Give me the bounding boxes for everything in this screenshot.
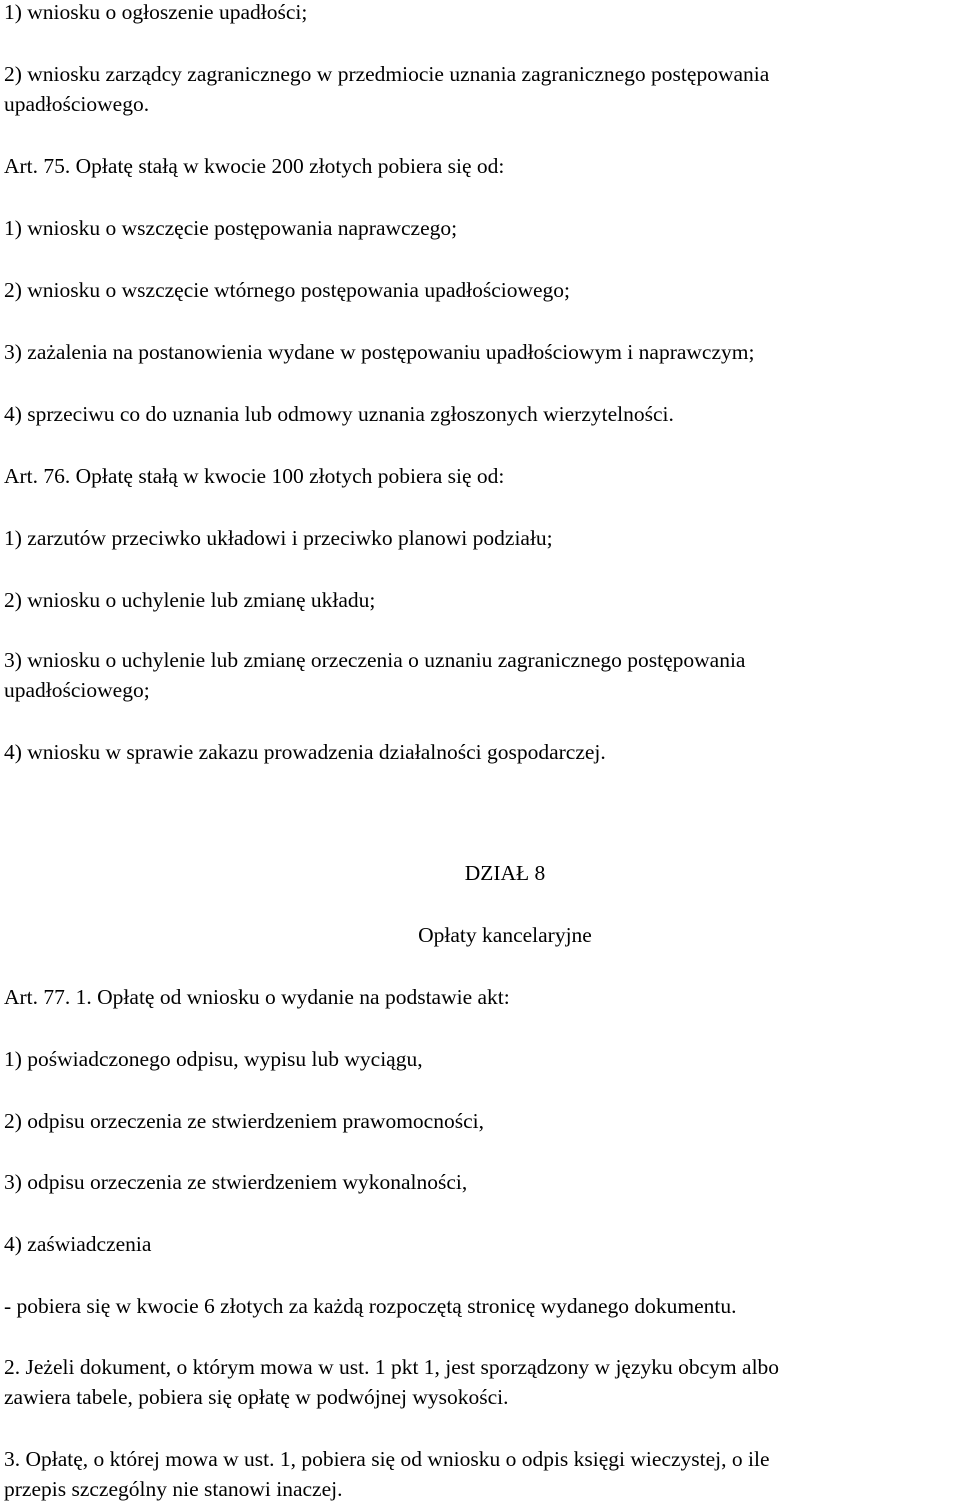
section-title: DZIAŁ 8 xyxy=(464,861,546,885)
text-line: 4) zaświadczenia xyxy=(4,1232,152,1256)
text-line: 1) wniosku o ogłoszenie upadłości; xyxy=(4,0,308,24)
text-line: 3) wniosku o uchylenie lub zmianę orzeczenia o uznaniu zagranicznego postępowania xyxy=(4,648,746,672)
article-77-heading: Art. 77. 1. Opłatę od wniosku o wydanie na podstawie akt: xyxy=(4,985,510,1009)
text-line: 4) sprzeciwu co do uznania lub odmowy uznania zgłoszonych wierzytelności. xyxy=(4,402,674,426)
text-line: 1) zarzutów przeciwko układowi i przeciwko planowi podziału; xyxy=(4,526,553,550)
text-line: upadłościowego. xyxy=(4,92,150,116)
text-line: 1) poświadczonego odpisu, wypisu lub wyciągu, xyxy=(4,1047,423,1071)
article-76-heading: Art. 76. Opłatę stałą w kwocie 100 złotych pobiera się od: xyxy=(4,464,505,488)
text-line: 2) odpisu orzeczenia ze stwierdzeniem prawomocności, xyxy=(4,1109,484,1133)
text-line: 1) wniosku o wszczęcie postępowania naprawczego; xyxy=(4,216,458,240)
text-line: 2) wniosku zarządcy zagranicznego w przedmiocie uznania zagranicznego postępowania xyxy=(4,62,770,86)
section-subtitle: Opłaty kancelaryjne xyxy=(418,923,592,947)
text-line: upadłościowego; xyxy=(4,678,150,702)
text-line: 2) wniosku o uchylenie lub zmianę układu; xyxy=(4,588,376,612)
text-line: 4) wniosku w sprawie zakazu prowadzenia działalności gospodarczej. xyxy=(4,740,606,764)
article-75-heading: Art. 75. Opłatę stałą w kwocie 200 złotych pobiera się od: xyxy=(4,154,505,178)
text-line: przepis szczególny nie stanowi inaczej. xyxy=(4,1477,343,1501)
text-line: 2. Jeżeli dokument, o którym mowa w ust. 1 pkt 1, jest sporządzony w języku obcym albo xyxy=(4,1355,780,1379)
text-line: - pobiera się w kwocie 6 złotych za każdą rozpoczętą stronicę wydanego dokumentu. xyxy=(4,1294,737,1318)
text-line: 3. Opłatę, o której mowa w ust. 1, pobiera się od wniosku o odpis księgi wieczystej, o ile xyxy=(4,1447,770,1471)
text-line: 3) zażalenia na postanowienia wydane w postępowaniu upadłościowym i naprawczym; xyxy=(4,340,755,364)
text-line: 2) wniosku o wszczęcie wtórnego postępowania upadłościowego; xyxy=(4,278,571,302)
text-line: zawiera tabele, pobiera się opłatę w podwójnej wysokości. xyxy=(4,1385,509,1409)
text-line: 3) odpisu orzeczenia ze stwierdzeniem wykonalności, xyxy=(4,1170,468,1194)
